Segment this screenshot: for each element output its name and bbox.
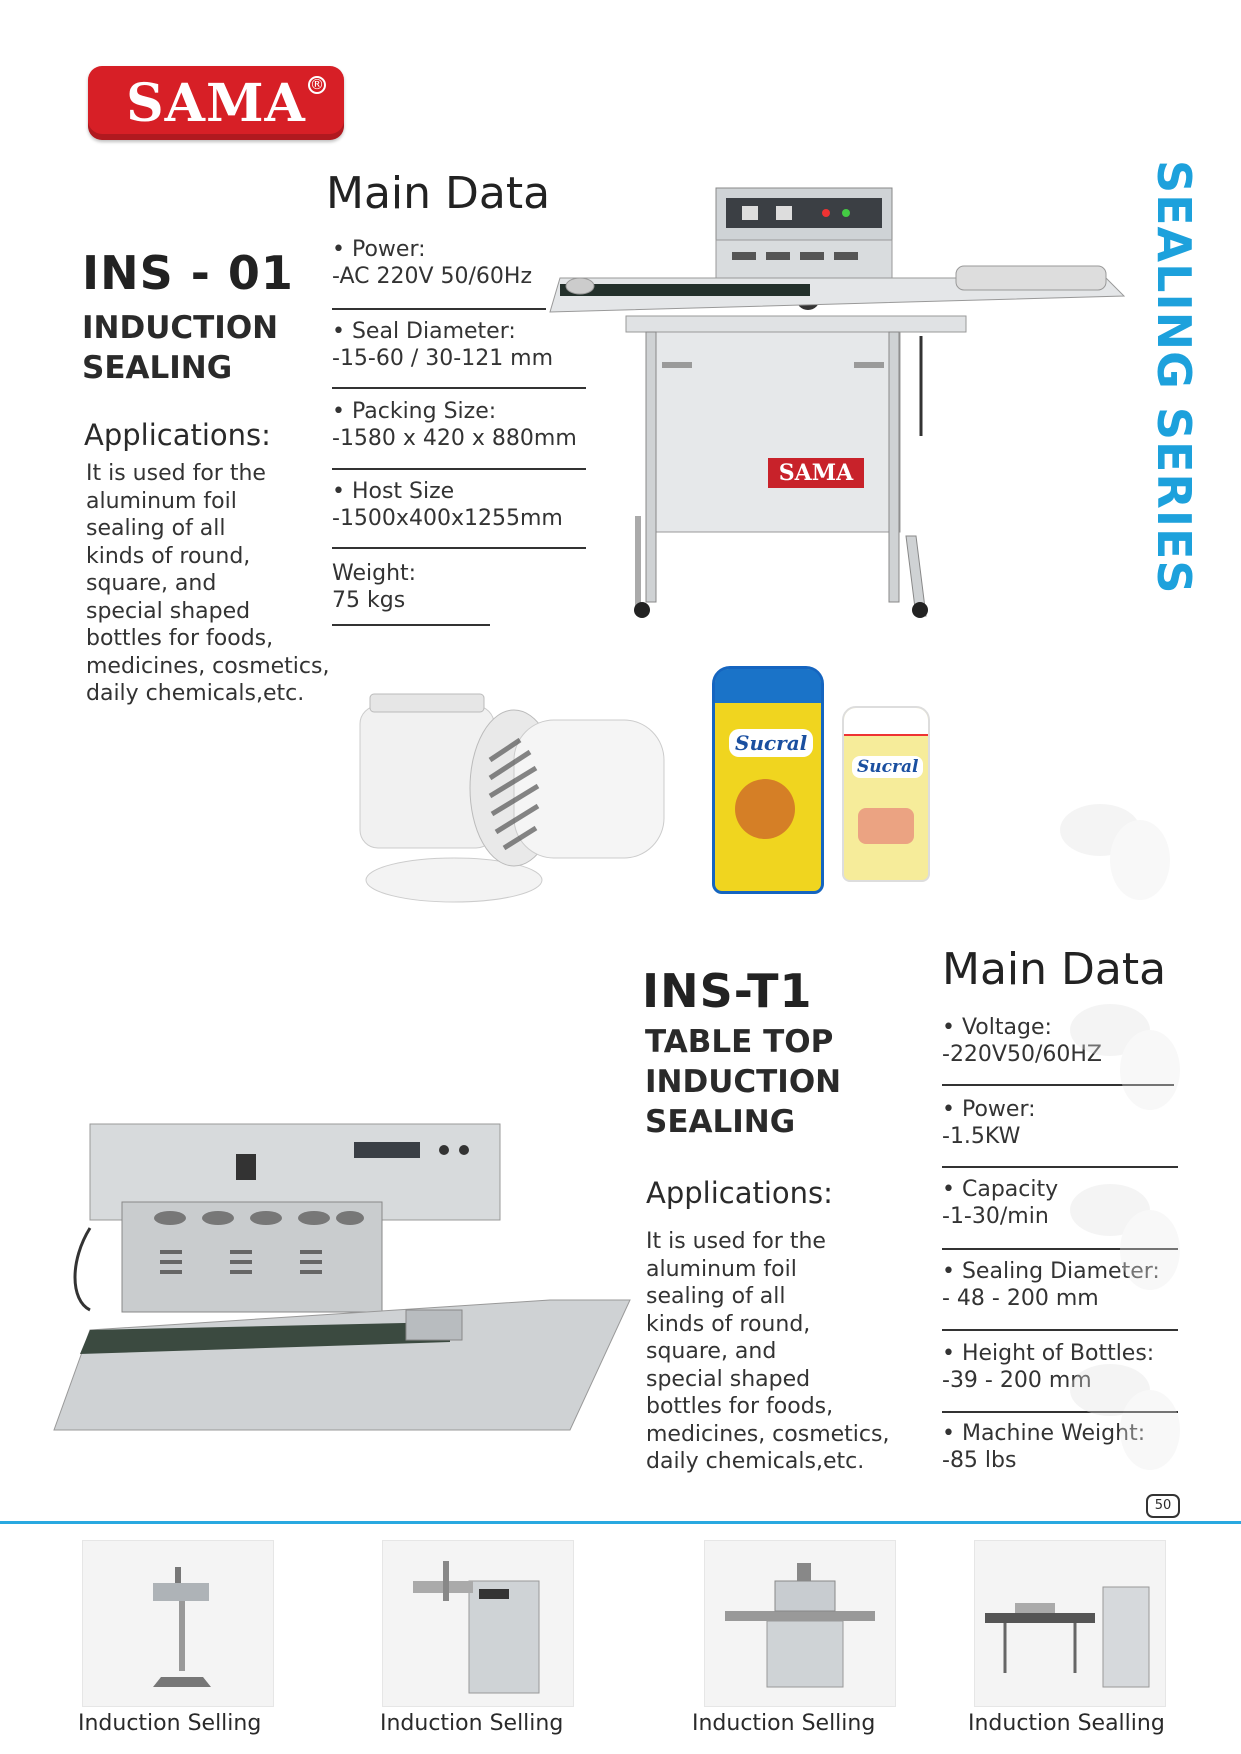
app-line: square, and xyxy=(86,571,217,596)
thumbnail-machine-image xyxy=(705,1541,895,1706)
spec-value: - 48 - 200 mm xyxy=(942,1286,1099,1311)
page-number: 50 xyxy=(1146,1494,1180,1518)
jar-artwork xyxy=(735,779,795,839)
footer-divider xyxy=(0,1521,1241,1524)
spec-item xyxy=(942,1096,1036,1150)
thumbnail-caption: Induction Sealling xyxy=(968,1711,1165,1736)
spec-divider xyxy=(332,308,546,310)
spec-value: -AC 220V 50/60Hz xyxy=(332,264,532,289)
app-line: kinds of round, xyxy=(86,543,251,569)
spec-item xyxy=(332,398,577,452)
spec-value: 75 kgs xyxy=(332,588,406,613)
spec-label: • Packing Size: xyxy=(332,399,497,424)
app-line: special shaped xyxy=(646,1366,811,1392)
product2-model: INS-T1 xyxy=(642,964,813,1018)
product2-applications-heading: Applications: xyxy=(646,1176,833,1210)
spec-value: -220V50/60HZ xyxy=(942,1042,1102,1067)
jar-cap xyxy=(715,669,821,703)
app-line: daily chemicals,etc. xyxy=(86,681,305,706)
spec-item xyxy=(332,236,532,290)
thumbnail-caption: Induction Selling xyxy=(380,1711,564,1736)
logo-text: SAMA xyxy=(126,72,306,134)
induction-sealer-machine-image xyxy=(546,186,1131,626)
product2-applications-text xyxy=(646,1228,889,1476)
app-line: It is used for the xyxy=(646,1229,826,1254)
decorative-lids-background xyxy=(1040,770,1210,1490)
thumbnail-machine-image xyxy=(383,1541,573,1706)
app-line: special shaped xyxy=(86,598,251,624)
product2-name-line: SEALING xyxy=(645,1104,796,1140)
machine-badge-text: SAMA xyxy=(778,460,854,486)
product1-name xyxy=(82,308,278,388)
spec-label: • Height of Bottles: xyxy=(942,1341,1155,1366)
spec-value: -85 lbs xyxy=(942,1448,1017,1473)
jar-brand-label: Sucral xyxy=(729,729,813,757)
spec-label: • Voltage: xyxy=(942,1015,1052,1040)
sucral-jar-small-image xyxy=(842,706,930,882)
spec-value: -1580 x 420 x 880mm xyxy=(332,426,577,451)
app-line: daily chemicals,etc. xyxy=(646,1449,865,1474)
app-line: aluminum foil xyxy=(86,488,237,514)
app-line: bottles for foods, xyxy=(86,626,274,651)
spec-label: • Host Size xyxy=(332,479,455,504)
spec-label: • Seal Diameter: xyxy=(332,319,516,344)
thumbnail-machine-image xyxy=(975,1541,1165,1706)
app-line: sealing of all xyxy=(646,1284,786,1309)
product1-name-line: INDUCTION xyxy=(82,310,279,346)
spec-label: Weight: xyxy=(332,561,417,586)
spec-label: • Power: xyxy=(332,237,426,262)
spec-item xyxy=(332,560,416,614)
related-product-thumbnail[interactable] xyxy=(82,1540,274,1707)
product1-main-data-heading: Main Data xyxy=(326,168,551,219)
spec-item xyxy=(332,478,563,532)
product1-name-line: SEALING xyxy=(82,350,233,386)
jar-brand-label: Sucral xyxy=(852,756,923,778)
spec-label: • Capacity xyxy=(942,1177,1059,1202)
product2-name-line: INDUCTION xyxy=(645,1064,842,1100)
spec-label: • Machine Weight: xyxy=(942,1421,1146,1446)
app-line: medicines, cosmetics, xyxy=(646,1421,890,1447)
jar-artwork xyxy=(858,808,914,844)
product1-model: INS - 01 xyxy=(82,246,294,300)
product2-main-data-heading: Main Data xyxy=(942,944,1167,995)
product2-name xyxy=(645,1022,841,1142)
spec-value: -39 - 200 mm xyxy=(942,1368,1092,1393)
table-top-sealer-image xyxy=(50,1110,640,1450)
app-line: aluminum foil xyxy=(646,1256,797,1282)
brand-logo xyxy=(88,66,344,140)
spec-value: -1.5KW xyxy=(942,1124,1021,1149)
sucral-jar-large-image xyxy=(712,666,824,894)
spec-value: -1-30/min xyxy=(942,1204,1049,1229)
app-line: medicines, cosmetics, xyxy=(86,653,330,679)
app-line: It is used for the xyxy=(86,461,266,486)
spec-value: -1500x400x1255mm xyxy=(332,506,563,531)
series-title: SEALING SERIES xyxy=(1147,160,1201,595)
registered-mark: ® xyxy=(310,77,324,93)
thumbnail-machine-image xyxy=(83,1541,273,1706)
related-product-thumbnail[interactable] xyxy=(382,1540,574,1707)
app-line: square, and xyxy=(646,1339,777,1364)
spec-value: -15-60 / 30-121 mm xyxy=(332,346,554,371)
thumbnail-caption: Induction Selling xyxy=(692,1711,876,1736)
spec-item xyxy=(332,318,553,372)
related-product-thumbnail[interactable] xyxy=(974,1540,1166,1707)
app-line: kinds of round, xyxy=(646,1311,811,1337)
thumbnail-caption: Induction Selling xyxy=(78,1711,262,1736)
related-product-thumbnail[interactable] xyxy=(704,1540,896,1707)
product2-name-line: TABLE TOP xyxy=(645,1024,834,1060)
spec-label: • Power: xyxy=(942,1097,1036,1122)
white-containers-image xyxy=(340,660,680,910)
product1-applications-heading: Applications: xyxy=(84,418,271,452)
app-line: bottles for foods, xyxy=(646,1394,834,1419)
spec-divider xyxy=(332,624,490,626)
jar-cap xyxy=(844,708,928,736)
product1-applications-text xyxy=(86,460,329,708)
app-line: sealing of all xyxy=(86,516,226,541)
spec-label: • Sealing Diameter: xyxy=(942,1259,1160,1284)
